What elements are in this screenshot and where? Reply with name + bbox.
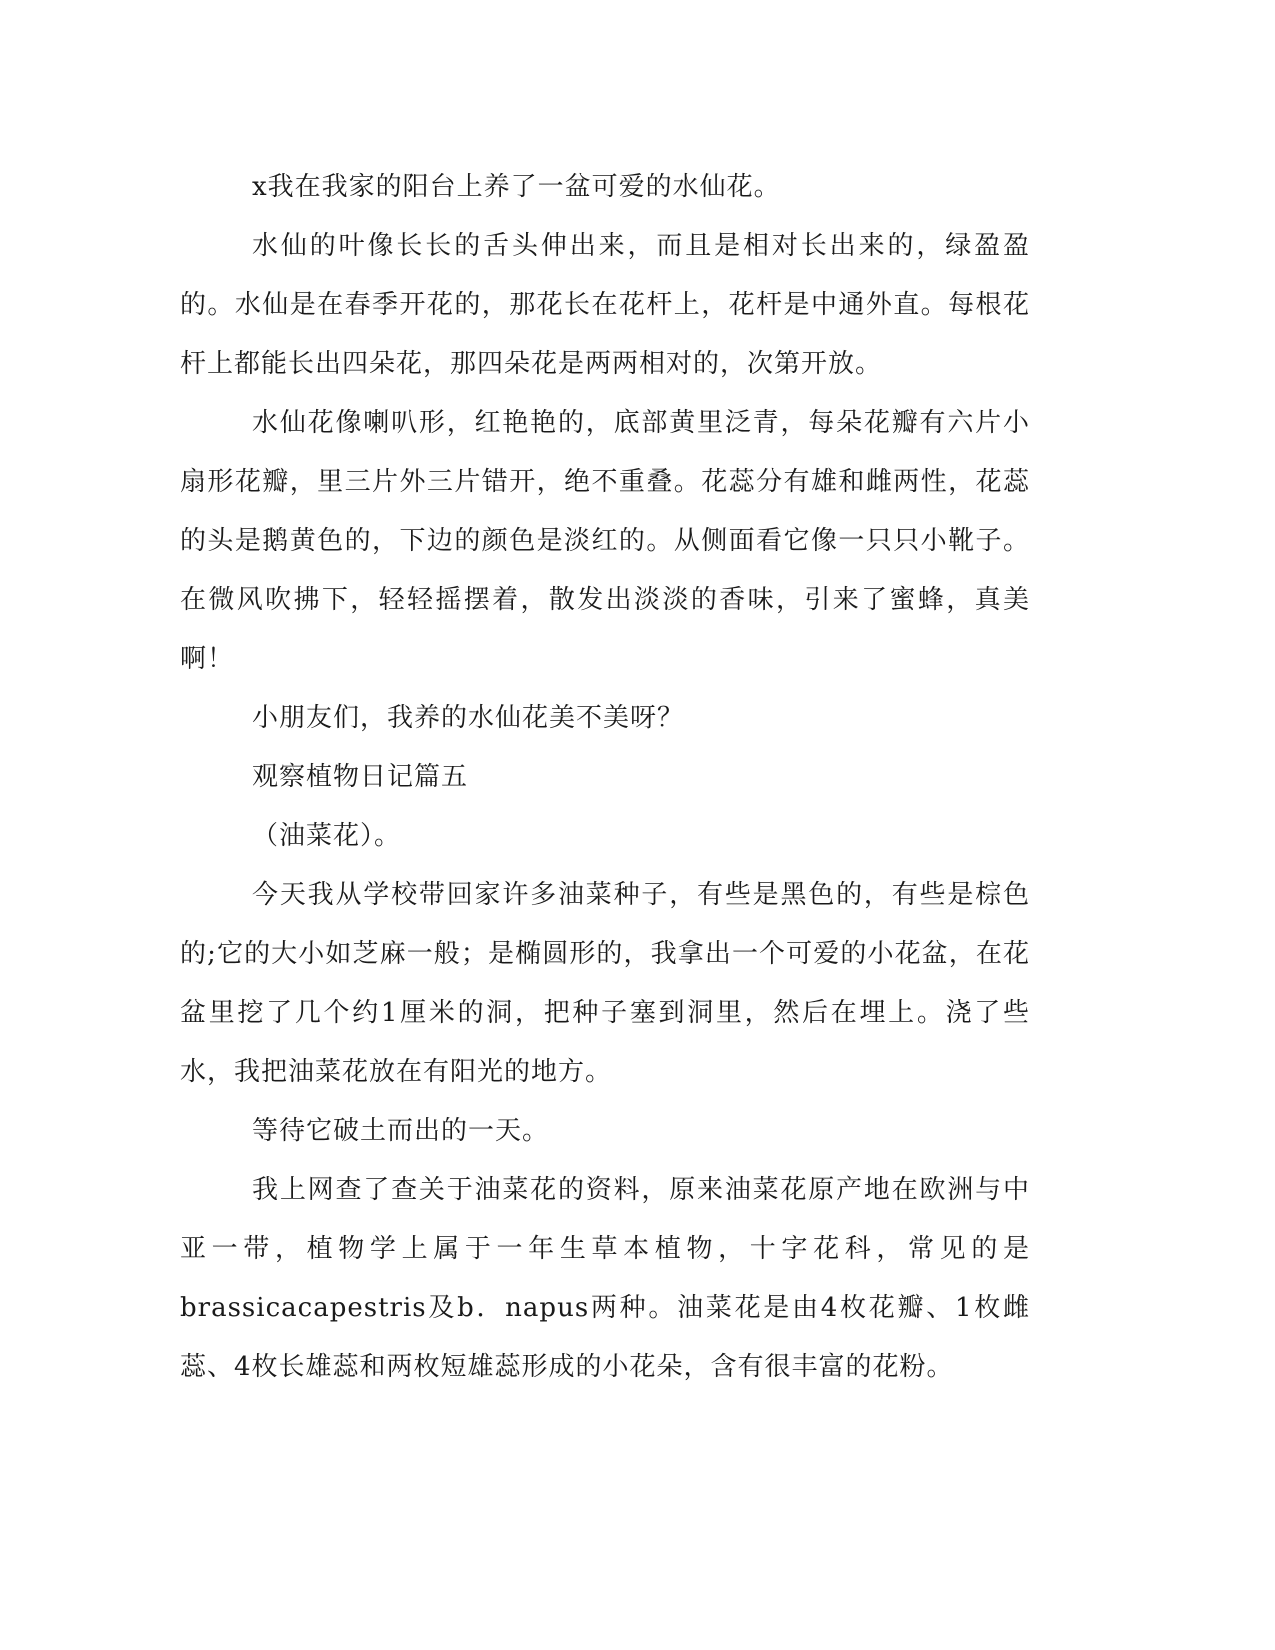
- paragraph-narcissus-flowers: 水仙花像喇叭形，红艳艳的，底部黄里泛青，每朵花瓣有六片小扇形花瓣，里三片外三片错开，绝不重叠。花蕊分有雄和雌两性，花蕊的头是鹅黄色的，下边的颜色是淡红的。从侧面看它像一只只小靴子。在微风吹拂下，轻轻摇摆着，散发出淡淡的香味，引来了蜜蜂，真美啊！: [180, 408, 1030, 674]
- paragraph-narcissus-leaves: 水仙的叶像长长的舌头伸出来，而且是相对长出来的，绿盈盈的。水仙是在春季开花的，那花长在花杆上，花杆是中通外直。每根花杆上都能长出四朵花，那四朵花是两两相对的，次第开放。: [180, 231, 1030, 379]
- paragraph-narcissus-intro: x我在我家的阳台上养了一盆可爱的水仙花。: [252, 172, 781, 202]
- paragraph-rapeseed-waiting: 等待它破土而出的一天。: [252, 1116, 550, 1146]
- paragraph-rapeseed-research: 我上网查了查关于油菜花的资料，原来油菜花原产地在欧洲与中亚一带，植物学上属于一年生草本植物，十字花科，常见的是brassicacapestris及b．napus两种。油菜花是由4枚花瓣、1枚雌蕊、4枚长雄蕊和两枚短雄蕊形成的小花朵，含有很丰富的花粉。: [180, 1175, 1030, 1382]
- section-heading: 观察植物日记篇五: [252, 762, 469, 792]
- document-body: [180, 158, 1030, 1397]
- paragraph-rapeseed-planting: 今天我从学校带回家许多油菜种子，有些是黑色的，有些是棕色的;它的大小如芝麻一般；是椭圆形的，我拿出一个可爱的小花盆，在花盆里挖了几个约1厘米的洞，把种子塞到洞里，然后在埋上。浇了些水，我把油菜花放在有阳光的地方。: [180, 880, 1030, 1087]
- section-subtitle: （油菜花）。: [252, 821, 402, 851]
- paragraph-narcissus-question: 小朋友们，我养的水仙花美不美呀？: [252, 703, 685, 733]
